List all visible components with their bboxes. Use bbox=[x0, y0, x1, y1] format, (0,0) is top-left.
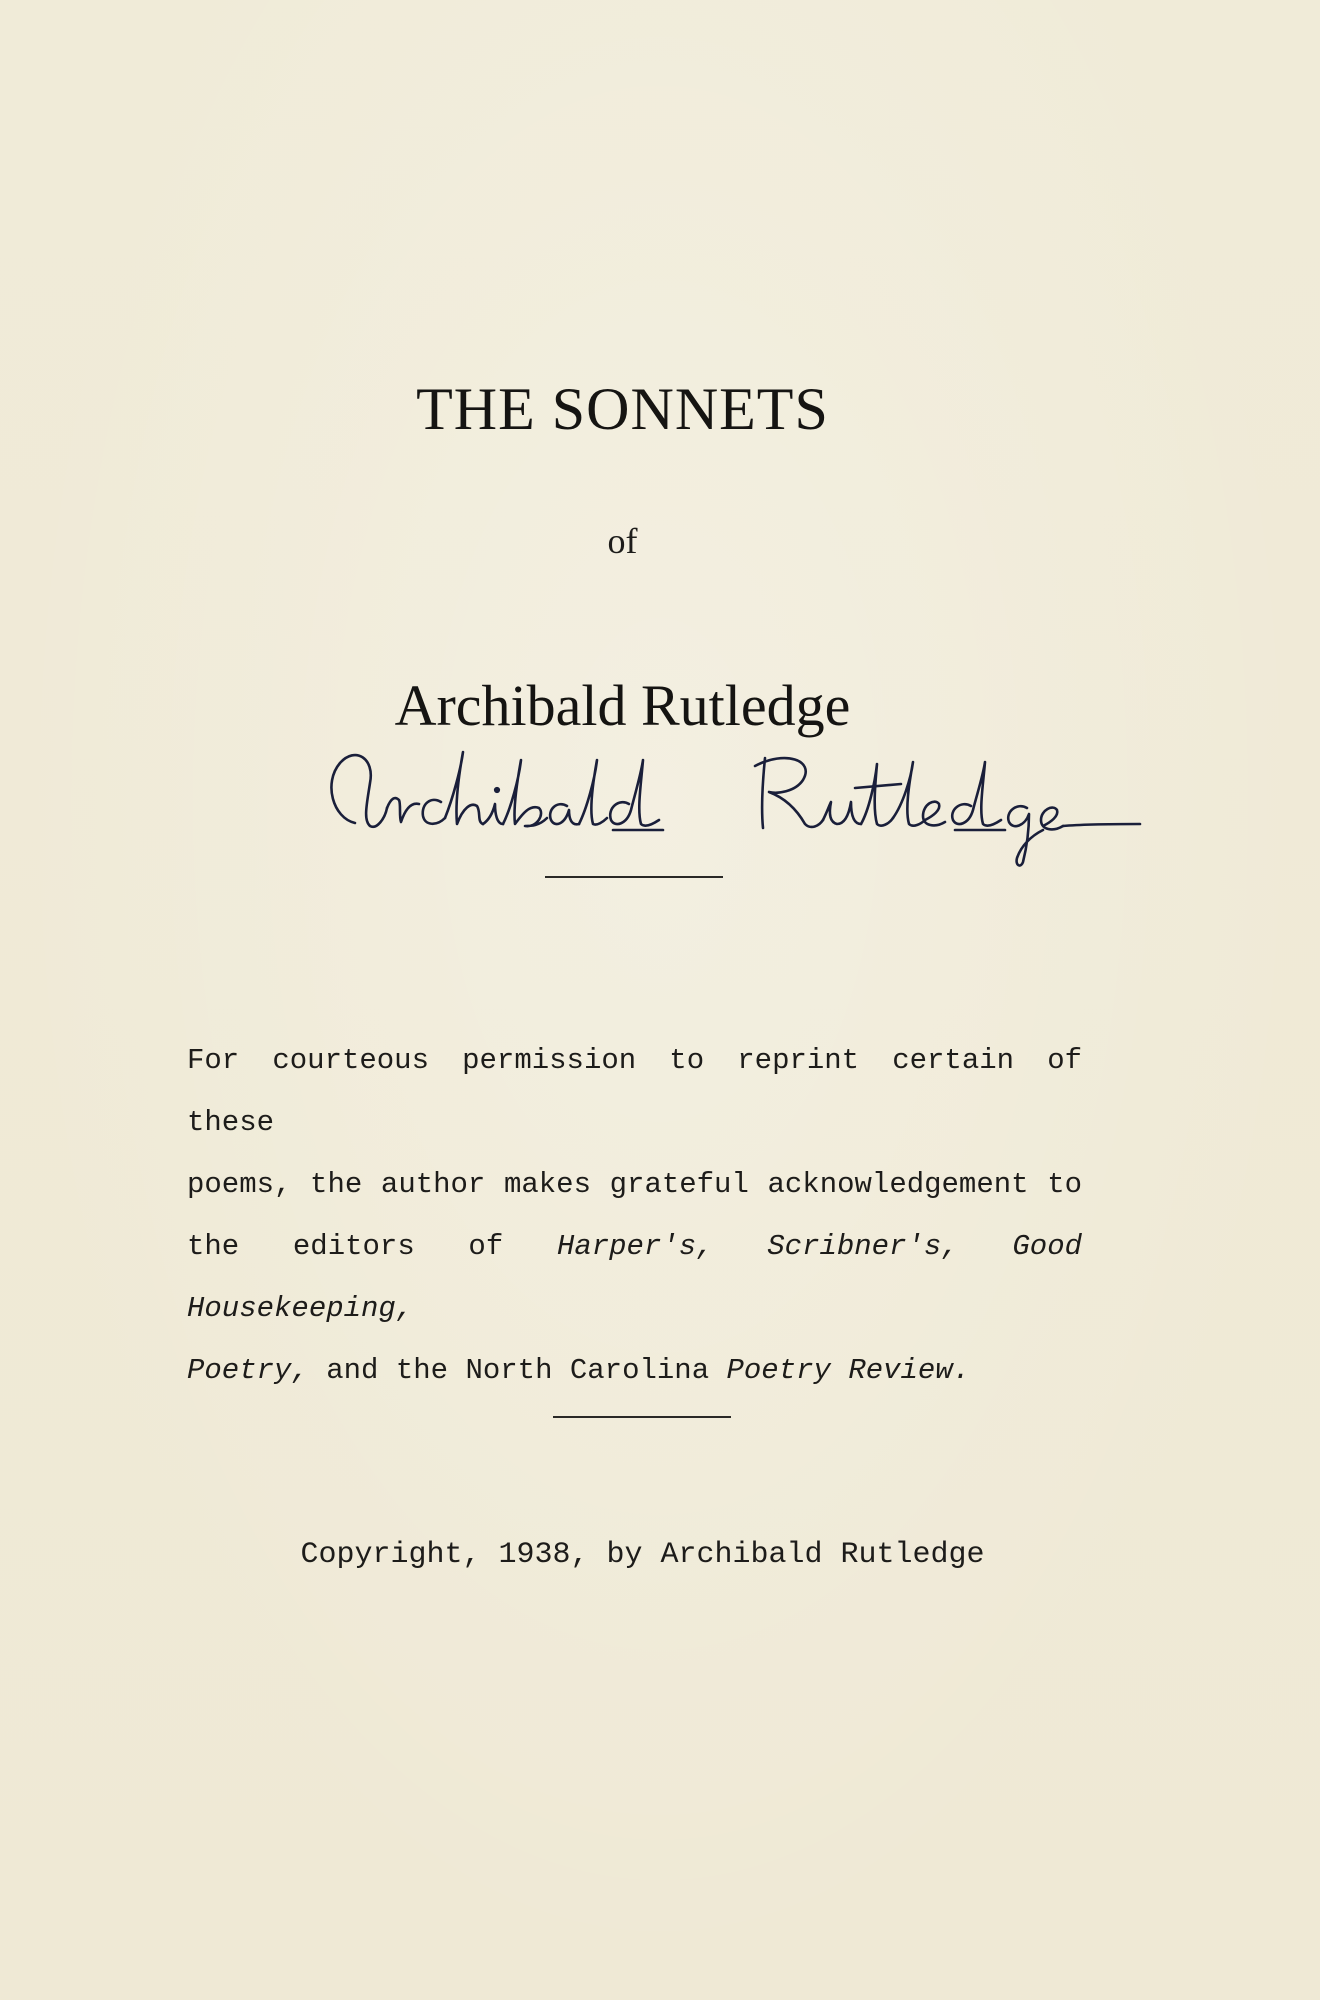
copyright-notice: Copyright, 1938, by Archibald Rutledge bbox=[300, 1538, 985, 1572]
acknowledgement-line-3-prefix: the editors of bbox=[187, 1230, 557, 1263]
acknowledgement-paragraph bbox=[187, 1030, 1082, 1402]
acknowledgement-line-1: For courteous permission to reprint certain of these bbox=[187, 1044, 1082, 1139]
author-signature bbox=[315, 738, 1145, 868]
publication-poetry: Poetry, bbox=[187, 1354, 309, 1387]
publication-poetry-review: Poetry Review. bbox=[726, 1354, 971, 1387]
publication-list: Harper's, Scribner's, Good Housekeeping, bbox=[187, 1230, 1082, 1325]
author-name: Archibald Rutledge bbox=[394, 673, 851, 738]
book-title: THE SONNETS bbox=[416, 376, 829, 442]
acknowledgement-line-2: poems, the author makes grateful acknowledgement to bbox=[187, 1168, 1082, 1201]
acknowledgement-line-4-middle: and the North Carolina bbox=[308, 1354, 727, 1387]
divider-rule-top bbox=[545, 876, 723, 878]
divider-rule-bottom bbox=[553, 1416, 731, 1418]
title-connector: of bbox=[607, 521, 638, 561]
acknowledgement-line-4 bbox=[187, 1340, 1082, 1402]
acknowledgement-line-3 bbox=[187, 1216, 1082, 1340]
